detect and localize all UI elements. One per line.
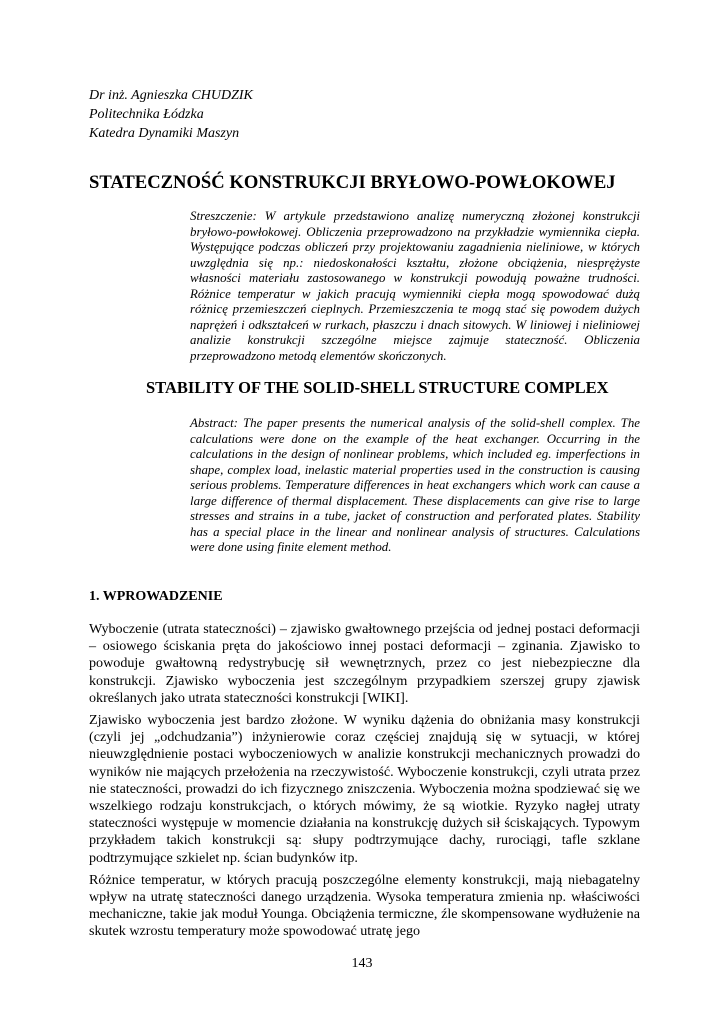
paragraph: Wyboczenie (utrata stateczności) – zjawisko gwałtownego przejścia od jednej postaci deformacji – osiowego ściskania pręta do jakościowo innej postaci deformacji – zginania. Zjawisko to powoduje gwałtowną redystrybucję sił wewnętrznych, przez co jest niebezpieczne dla konstrukcji. Zjawisko wyboczenia jest szczególnym przypadkiem szerszej grupy zjawisk określanych jako utrata stateczności konstrukcji [WIKI]. xyxy=(89,621,640,706)
abstract-english: Abstract: The paper presents the numerical analysis of the solid-shell complex. The calculations were done on the example of the heat exchanger. Occurring in the calculations in the design of nonlinear problems, which included eg. imperfections in shape, complex load, inelastic material properties used in the construction is causing serious problems. Temperature differences in heat exchangers which work can cause a large difference of thermal displacement. These displacements can give rise to large stresses and strains in a tube, jacket of construction and perforated plates. Stability has a special place in the linear and nonlinear analysis of structures. Calculations were done using finite element method. xyxy=(190,416,640,554)
author-university: Politechnika Łódzka xyxy=(89,107,204,122)
paper-title-polish: STATECZNOŚĆ KONSTRUKCJI BRYŁOWO-POWŁOKOWEJ xyxy=(89,172,616,193)
author-department: Katedra Dynamiki Maszyn xyxy=(89,126,240,141)
paper-title-english: STABILITY OF THE SOLID-SHELL STRUCTURE COMPLEX xyxy=(146,378,609,397)
section-heading: 1. WPROWADZENIE xyxy=(89,589,223,604)
paragraph: Różnice temperatur, w których pracują poszczególne elementy konstrukcji, mają niebagatelny wpływ na utratę stateczności danego urządzenia. Wysoka temperatura zmienia np. właściwości mechaniczne, takie jak moduł Younga. Obciążenia termiczne, źle skompensowane wydłużenie na skutek wzrostu temperatury może spowodować utratę jego xyxy=(89,871,640,940)
author-block xyxy=(89,86,489,143)
paragraph: Zjawisko wyboczenia jest bardzo złożone. W wyniku dążenia do obniżania masy konstrukcji (czyli jej „odchudzania”) inżynierowie coraz częściej znajdują się w sytuacji, w której nieuwzględnienie postaci wyboczeniowych w analizie konstrukcji mechanicznych prowadzi do wyników nie mających przełożenia na rzeczywistość. Wyboczenie konstrukcji, czyli utrata przez nie stateczności, prowadzi do ich fizycznego zniszczenia. Wyboczenia można spodziewać się we wszelkiego rodzaju konstrukcjach, o których mówimy, że są wiotkie. Ryzyko nagłej utraty stateczności występuje w momencie działania na konstrukcję dużych sił ściskających. Typowym przykładem takich konstrukcji są: słupy podtrzymujące dachy, rurociągi, tafle szklane podtrzymujące szkielet np. ścian budynków itp. xyxy=(89,712,640,866)
author-name: Dr inż. Agnieszka CHUDZIK xyxy=(89,88,253,103)
body-text xyxy=(89,621,640,946)
abstract-polish: Streszczenie: W artykule przedstawiono analizę numeryczną złożonej konstrukcji bryłowo-powłokowej. Obliczenia przeprowadzono na przykładzie wymiennika ciepła. Występujące podczas obliczeń przy projektowaniu zagadnienia nieliniowe, w których uwzględnia się np.: niedoskonałości kształtu, złożone obciążenia, niesprężyste własności materiału zastosowanego w konstrukcji powodują poważne trudności. Różnice temperatur w jakich pracują wymienniki ciepła mogą spowodować dużą różnicę przemieszczeń cieplnych. Przemieszczenia te mogą stać się powodem dużych naprężeń i odkształceń w rurkach, płaszczu i dnach sitowych. W liniowej i nieliniowej analizie konstrukcji szczególne miejsce zajmuje stateczność. Obliczenia przeprowadzono metodą elementów skończonych. xyxy=(190,209,640,363)
page-number: 143 xyxy=(351,956,373,971)
